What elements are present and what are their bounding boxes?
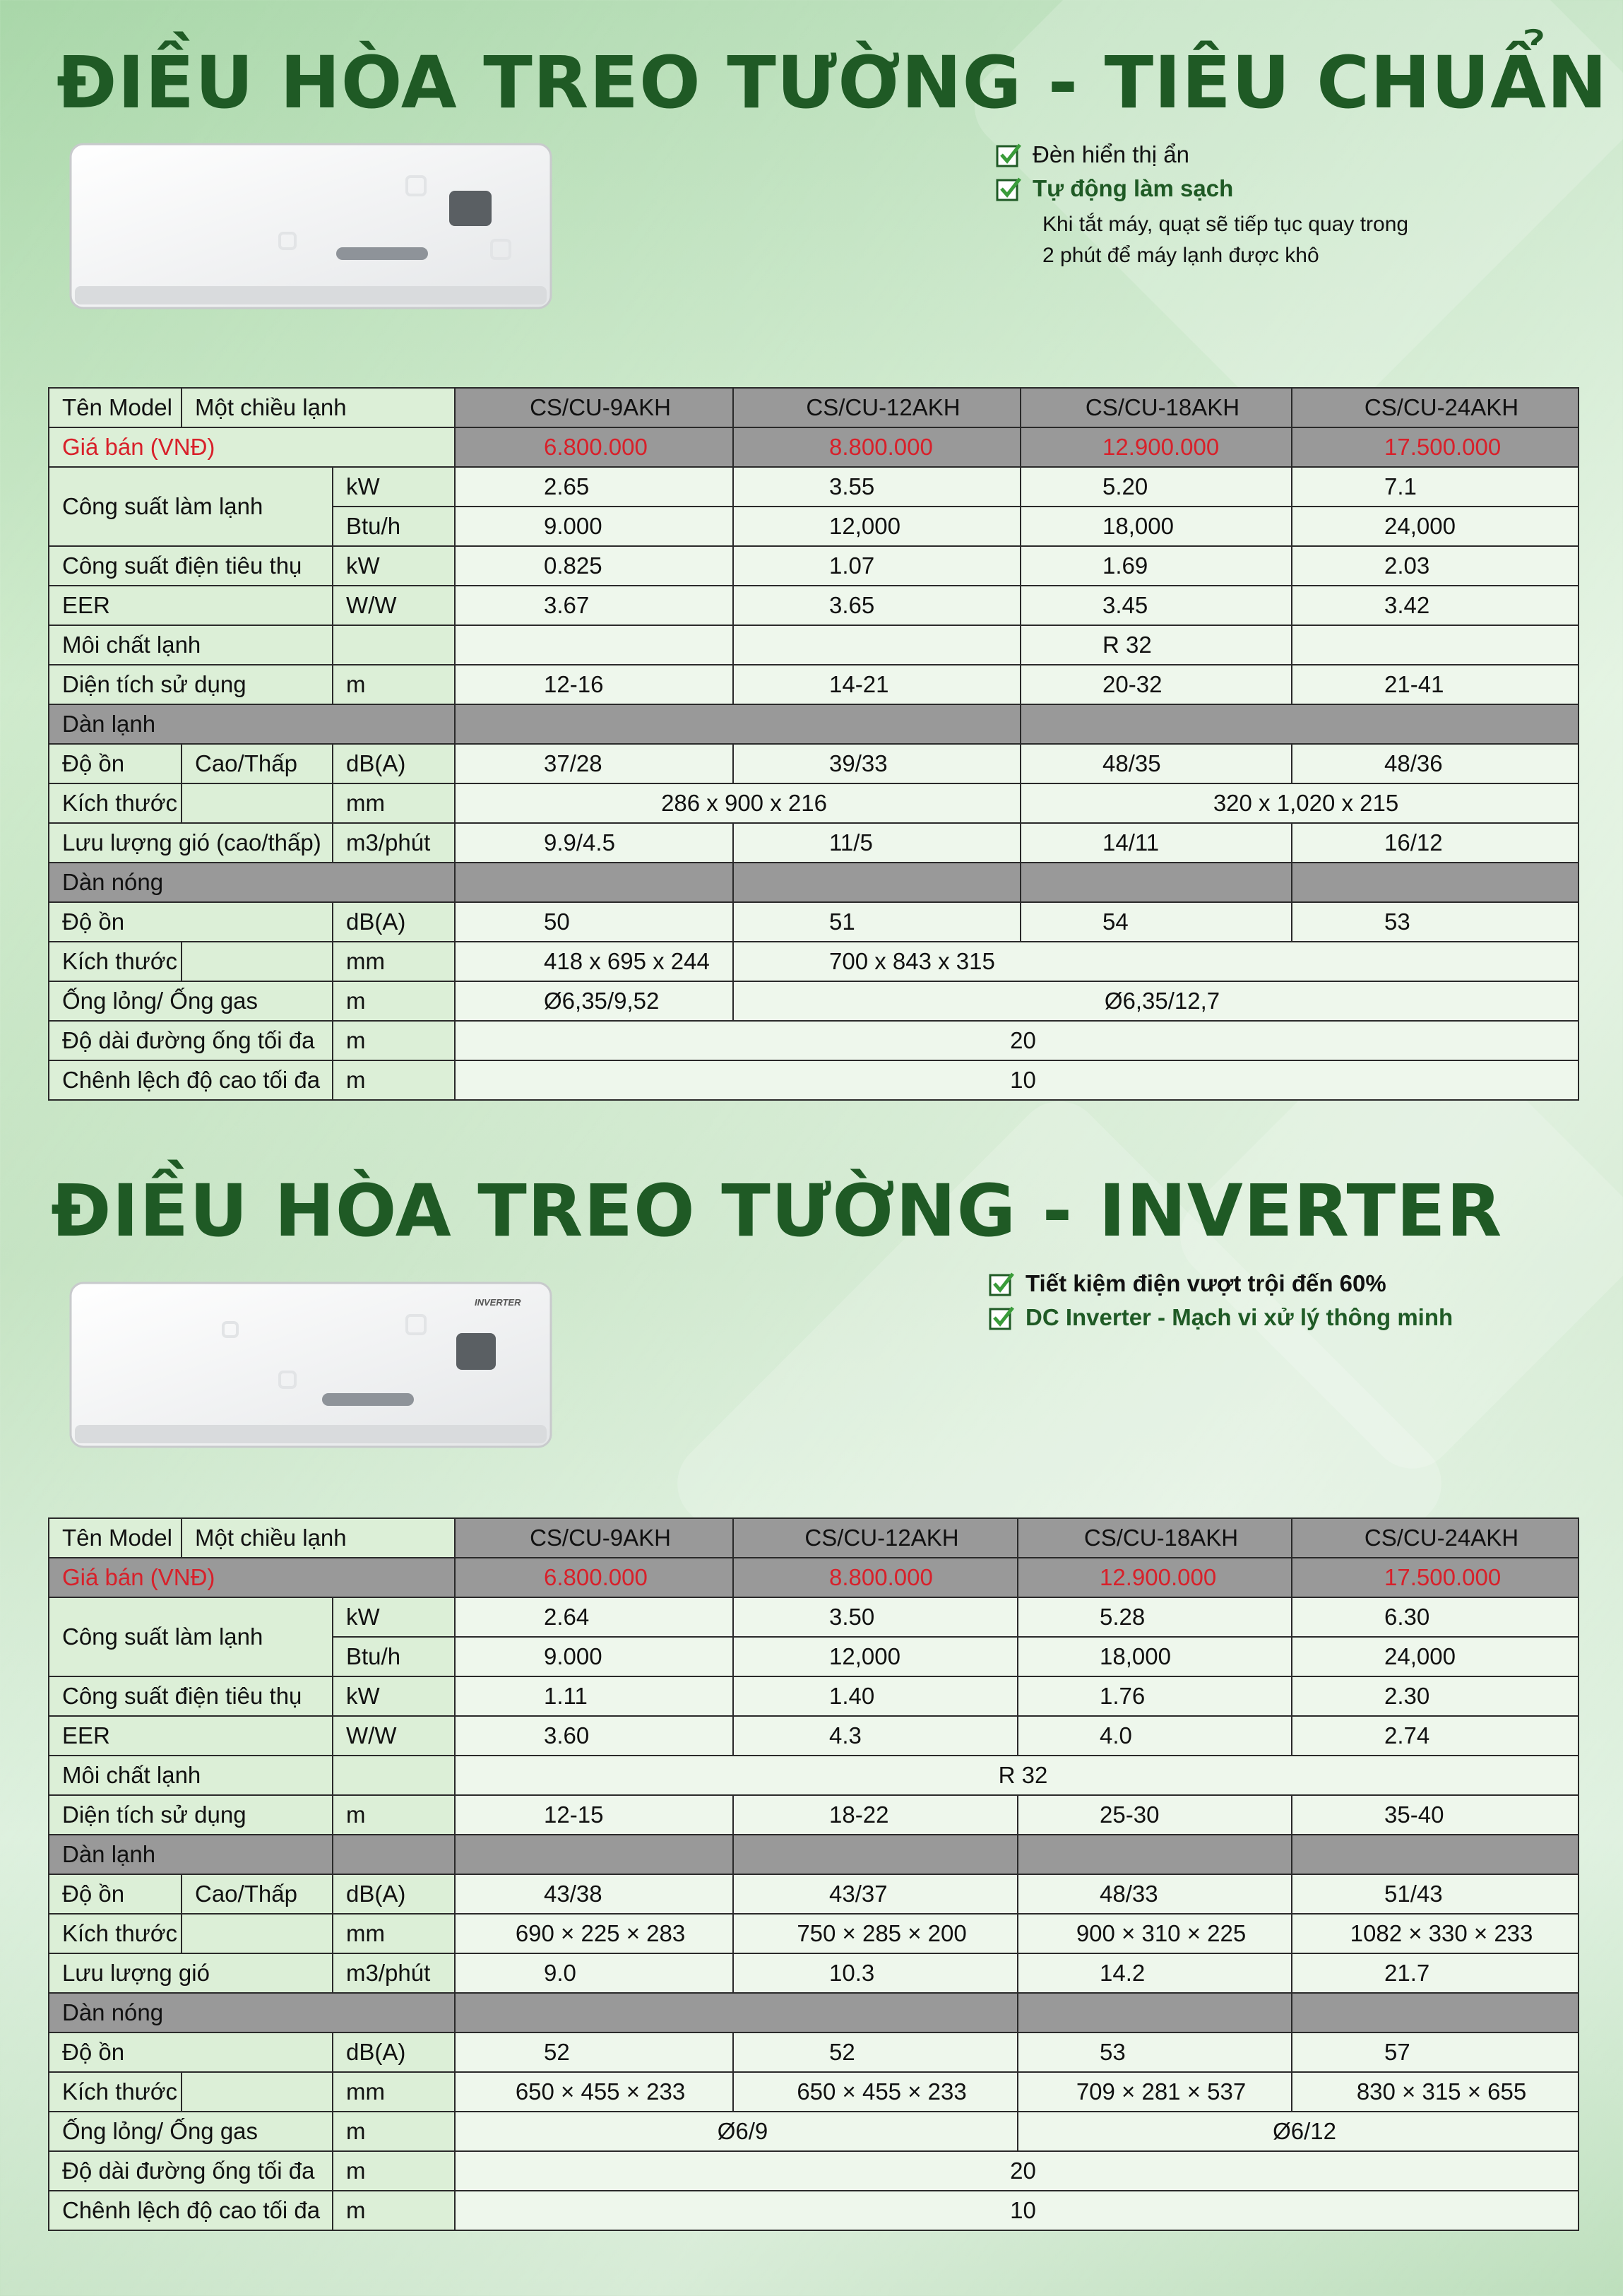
airflow-value: 10.3 <box>733 1953 1018 1993</box>
cooling-kw-value: 2.64 <box>455 1597 733 1637</box>
area-value: 14-21 <box>733 665 1021 704</box>
noise-label: Độ ồn <box>49 1874 182 1914</box>
unit-label: m <box>333 1795 455 1835</box>
eer-value: 3.45 <box>1021 586 1292 625</box>
cooling-btu-value: 18,000 <box>1018 1637 1292 1676</box>
eer-label: EER <box>49 586 333 625</box>
standard-title: ĐIỀU HÒA TREO TƯỜNG - TIÊU CHUẨN <box>57 41 1608 125</box>
unit-label: m <box>333 665 455 704</box>
mode-label: Một chiều lạnh <box>182 1518 455 1558</box>
area-value: 12-15 <box>455 1795 733 1835</box>
cooling-kw-value: 5.20 <box>1021 467 1292 507</box>
table-row-power <box>49 546 1579 586</box>
feature-item <box>996 175 1533 202</box>
airflow-value: 14.2 <box>1018 1953 1292 1993</box>
pipe-value: Ø6/12 <box>1018 2112 1579 2151</box>
unit-label: kW <box>333 546 455 586</box>
indoor-size-value: 750 × 285 × 200 <box>733 1914 1018 1953</box>
cooling-kw-value: 7.1 <box>1292 467 1579 507</box>
unit-label: m <box>333 2112 455 2151</box>
table-row-refrigerant <box>49 1756 1579 1795</box>
unit-label: kW <box>333 467 455 507</box>
empty-cell <box>1292 863 1579 902</box>
airflow-value: 16/12 <box>1292 823 1579 863</box>
airflow-value: 9.9/4.5 <box>455 823 733 863</box>
cooling-btu-value: 9.000 <box>455 1637 733 1676</box>
table-row-outdoor-size <box>49 942 1579 981</box>
empty-cell <box>455 1993 1018 2032</box>
feature-label: Đèn hiển thị ẩn <box>1033 141 1189 167</box>
unit-label: dB(A) <box>333 744 455 783</box>
power-value: 1.07 <box>733 546 1021 586</box>
model-name: CS/CU-12AKH <box>733 388 1021 427</box>
outdoor-noise-value: 52 <box>733 2032 1018 2072</box>
model-name: CS/CU-24AKH <box>1292 388 1579 427</box>
table-row-pipe <box>49 2112 1579 2151</box>
table-row-indoor-header <box>49 704 1579 744</box>
unit-label: kW <box>333 1676 455 1716</box>
empty-cell <box>733 1835 1018 1874</box>
empty-cell <box>182 783 333 823</box>
model-name: CS/CU-9AKH <box>455 1518 733 1558</box>
empty-cell <box>455 704 1021 744</box>
height-value: 10 <box>455 1060 1579 1100</box>
indoor-noise-value: 48/35 <box>1021 744 1292 783</box>
cooling-btu-value: 24,000 <box>1292 507 1579 546</box>
power-label: Công suất điện tiêu thụ <box>49 546 333 586</box>
outdoor-size-value: 650 × 455 × 233 <box>733 2072 1018 2112</box>
outdoor-size-value: 650 × 455 × 233 <box>455 2072 733 2112</box>
table-row-price <box>49 427 1579 467</box>
empty-cell <box>182 942 333 981</box>
table-row-indoor-size <box>49 1914 1579 1953</box>
outdoor-noise-value: 54 <box>1021 902 1292 942</box>
size-label: Kích thước <box>49 783 182 823</box>
eer-value: 3.65 <box>733 586 1021 625</box>
cooling-kw-value: 3.55 <box>733 467 1021 507</box>
inverter-badge: INVERTER <box>475 1297 521 1308</box>
price-value: 12.900.000 <box>1018 1558 1292 1597</box>
mode-label: Một chiều lạnh <box>182 388 455 427</box>
model-label: Tên Model <box>49 1518 182 1558</box>
outdoor-noise-value: 50 <box>455 902 733 942</box>
unit-label: mm <box>333 2072 455 2112</box>
feature-label: Tiết kiệm điện vượt trội đến 60% <box>1025 1270 1386 1296</box>
area-value: 25-30 <box>1018 1795 1292 1835</box>
unit-label: m <box>333 981 455 1021</box>
table-row-indoor-noise <box>49 744 1579 783</box>
empty-cell <box>1018 1993 1292 2032</box>
unit-label: kW <box>333 1597 455 1637</box>
table-row-eer <box>49 586 1579 625</box>
outdoor-noise-value: 52 <box>455 2032 733 2072</box>
feature-item <box>996 141 1533 168</box>
unit-label <box>333 1756 455 1795</box>
price-value: 8.800.000 <box>733 427 1021 467</box>
price-label: Giá bán (VNĐ) <box>49 1558 455 1597</box>
empty-cell <box>1021 863 1292 902</box>
length-label: Độ dài đường ống tối đa <box>49 2151 333 2191</box>
table-row-airflow <box>49 1953 1579 1993</box>
eer-value: 2.74 <box>1292 1716 1579 1756</box>
indoor-noise-value: 51/43 <box>1292 1874 1579 1914</box>
eer-value: 3.67 <box>455 586 733 625</box>
table-row-outdoor-header <box>49 863 1579 902</box>
size-label: Kích thước <box>49 1914 182 1953</box>
empty-cell <box>733 625 1021 665</box>
standard-features <box>996 141 1533 271</box>
empty-cell <box>182 1914 333 1953</box>
airflow-value: 14/11 <box>1021 823 1292 863</box>
pipe-label: Ống lỏng/ Ống gas <box>49 2112 333 2151</box>
power-value: 1.69 <box>1021 546 1292 586</box>
empty-cell <box>1292 1993 1579 2032</box>
table-row-length <box>49 1021 1579 1060</box>
table-row-cooling-kw <box>49 467 1579 507</box>
indoor-noise-value: 37/28 <box>455 744 733 783</box>
outdoor-noise-value: 57 <box>1292 2032 1579 2072</box>
outdoor-size-value: 700 x 843 x 315 <box>733 942 1579 981</box>
outdoor-noise-value: 53 <box>1018 2032 1292 2072</box>
noise-label: Độ ồn <box>49 744 182 783</box>
noise-label: Độ ồn <box>49 902 333 942</box>
size-label: Kích thước <box>49 2072 182 2112</box>
eer-value: 3.42 <box>1292 586 1579 625</box>
area-value: 21-41 <box>1292 665 1579 704</box>
table-row-outdoor-header <box>49 1993 1579 2032</box>
checkbox-icon <box>989 1305 1014 1330</box>
model-name: CS/CU-18AKH <box>1021 388 1292 427</box>
feature-description-line: Khi tắt máy, quạt sẽ tiếp tục quay trong <box>1042 213 1409 236</box>
price-value: 6.800.000 <box>455 1558 733 1597</box>
indoor-size-value: 900 × 310 × 225 <box>1018 1914 1292 1953</box>
power-value: 1.40 <box>733 1676 1018 1716</box>
standard-spec-table <box>48 387 1579 1101</box>
table-row-indoor-header <box>49 1835 1579 1874</box>
table-row-cooling-kw <box>49 1597 1579 1637</box>
indoor-unit-label: Dàn lạnh <box>49 704 455 744</box>
price-value: 17.500.000 <box>1292 427 1579 467</box>
unit-label: m <box>333 1021 455 1060</box>
empty-cell <box>182 2072 333 2112</box>
noise-sub-label: Cao/Thấp <box>182 744 333 783</box>
unit-label: Btu/h <box>333 1637 455 1676</box>
outdoor-noise-value: 51 <box>733 902 1021 942</box>
price-value: 8.800.000 <box>733 1558 1018 1597</box>
unit-label: mm <box>333 783 455 823</box>
model-name: CS/CU-12AKH <box>733 1518 1018 1558</box>
eer-value: 3.60 <box>455 1716 733 1756</box>
indoor-size-value: 320 x 1,020 x 215 <box>1021 783 1579 823</box>
empty-cell <box>1292 1835 1579 1874</box>
empty-cell <box>1021 704 1579 744</box>
indoor-size-value: 1082 × 330 × 233 <box>1292 1914 1579 1953</box>
table-row-model <box>49 1518 1579 1558</box>
cooling-btu-value: 12,000 <box>733 507 1021 546</box>
noise-sub-label: Cao/Thấp <box>182 1874 333 1914</box>
pipe-value: Ø6,35/12,7 <box>733 981 1579 1021</box>
pipe-value: Ø6/9 <box>455 2112 1018 2151</box>
air-conditioner-image <box>68 141 555 314</box>
feature-item <box>989 1304 1526 1331</box>
area-value: 12-16 <box>455 665 733 704</box>
cooling-kw-value: 2.65 <box>455 467 733 507</box>
indoor-noise-value: 43/37 <box>733 1874 1018 1914</box>
power-label: Công suất điện tiêu thụ <box>49 1676 333 1716</box>
size-label: Kích thước <box>49 942 182 981</box>
empty-cell <box>333 1835 455 1874</box>
table-row-model <box>49 388 1579 427</box>
price-value: 12.900.000 <box>1021 427 1292 467</box>
height-label: Chênh lệch độ cao tối đa <box>49 1060 333 1100</box>
cooling-label: Công suất làm lạnh <box>49 1597 333 1676</box>
refrigerant-label: Môi chất lạnh <box>49 625 333 665</box>
unit-label: dB(A) <box>333 2032 455 2072</box>
pipe-value: Ø6,35/9,52 <box>455 981 733 1021</box>
indoor-noise-value: 43/38 <box>455 1874 733 1914</box>
height-value: 10 <box>455 2191 1579 2230</box>
unit-label: dB(A) <box>333 1874 455 1914</box>
table-row-indoor-size <box>49 783 1579 823</box>
unit-label <box>333 625 455 665</box>
model-label: Tên Model <box>49 388 182 427</box>
power-value: 0.825 <box>455 546 733 586</box>
refrigerant-label: Môi chất lạnh <box>49 1756 333 1795</box>
outdoor-unit-label: Dàn nóng <box>49 1993 455 2032</box>
pipe-label: Ống lỏng/ Ống gas <box>49 981 333 1021</box>
airflow-value: 11/5 <box>733 823 1021 863</box>
unit-label: Btu/h <box>333 507 455 546</box>
table-row-pipe <box>49 981 1579 1021</box>
feature-label: DC Inverter - Mạch vi xử lý thông minh <box>1025 1304 1453 1330</box>
feature-label: Tự động làm sạch <box>1033 175 1234 201</box>
area-value: 18-22 <box>733 1795 1018 1835</box>
checkbox-icon <box>996 176 1021 201</box>
empty-cell <box>1018 1835 1292 1874</box>
empty-cell <box>733 863 1021 902</box>
outdoor-size-value: 830 × 315 × 655 <box>1292 2072 1579 2112</box>
noise-label: Độ ồn <box>49 2032 333 2072</box>
cooling-kw-value: 6.30 <box>1292 1597 1579 1637</box>
table-row-indoor-noise <box>49 1874 1579 1914</box>
feature-item <box>989 1270 1526 1297</box>
power-value: 2.03 <box>1292 546 1579 586</box>
height-label: Chênh lệch độ cao tối đa <box>49 2191 333 2230</box>
table-row-airflow <box>49 823 1579 863</box>
cooling-kw-value: 5.28 <box>1018 1597 1292 1637</box>
unit-label: m <box>333 2191 455 2230</box>
indoor-size-value: 690 × 225 × 283 <box>455 1914 733 1953</box>
unit-label: m3/phút <box>333 823 455 863</box>
table-row-eer <box>49 1716 1579 1756</box>
table-row-height <box>49 2191 1579 2230</box>
cooling-btu-value: 9.000 <box>455 507 733 546</box>
power-value: 1.11 <box>455 1676 733 1716</box>
unit-label: mm <box>333 942 455 981</box>
table-row-area <box>49 1795 1579 1835</box>
airflow-label: Lưu lượng gió <box>49 1953 333 1993</box>
unit-label: dB(A) <box>333 902 455 942</box>
empty-cell <box>1292 625 1579 665</box>
unit-label: m <box>333 2151 455 2191</box>
outdoor-unit-label: Dàn nóng <box>49 863 455 902</box>
table-row-area <box>49 665 1579 704</box>
indoor-noise-value: 48/36 <box>1292 744 1579 783</box>
checkbox-icon <box>989 1271 1014 1296</box>
inverter-title: ĐIỀU HÒA TREO TƯỜNG - INVERTER <box>51 1169 1503 1253</box>
indoor-noise-value: 48/33 <box>1018 1874 1292 1914</box>
empty-cell <box>455 863 733 902</box>
cooling-btu-value: 12,000 <box>733 1637 1018 1676</box>
unit-label: m <box>333 1060 455 1100</box>
price-value: 17.500.000 <box>1292 1558 1579 1597</box>
table-row-outdoor-noise <box>49 902 1579 942</box>
cooling-label: Công suất làm lạnh <box>49 467 333 546</box>
unit-label: W/W <box>333 1716 455 1756</box>
feature-description-line: 2 phút để máy lạnh được khô <box>1042 244 1319 267</box>
table-row-height <box>49 1060 1579 1100</box>
power-value: 1.76 <box>1018 1676 1292 1716</box>
area-label: Diện tích sử dụng <box>49 665 333 704</box>
outdoor-noise-value: 53 <box>1292 902 1579 942</box>
table-row-power <box>49 1676 1579 1716</box>
eer-value: 4.0 <box>1018 1716 1292 1756</box>
outdoor-size-value: 418 x 695 x 244 <box>455 942 733 981</box>
airflow-value: 21.7 <box>1292 1953 1579 1993</box>
unit-label: mm <box>333 1914 455 1953</box>
length-label: Độ dài đường ống tối đa <box>49 1021 333 1060</box>
length-value: 20 <box>455 1021 1579 1060</box>
empty-cell <box>455 1835 733 1874</box>
cooling-kw-value: 3.50 <box>733 1597 1018 1637</box>
indoor-size-value: 286 x 900 x 216 <box>455 783 1021 823</box>
model-name: CS/CU-18AKH <box>1018 1518 1292 1558</box>
indoor-noise-value: 39/33 <box>733 744 1021 783</box>
table-row-outdoor-size <box>49 2072 1579 2112</box>
table-row-outdoor-noise <box>49 2032 1579 2072</box>
eer-value: 4.3 <box>733 1716 1018 1756</box>
table-row-price <box>49 1558 1579 1597</box>
power-value: 2.30 <box>1292 1676 1579 1716</box>
length-value: 20 <box>455 2151 1579 2191</box>
airflow-label: Lưu lượng gió (cao/thấp) <box>49 823 333 863</box>
checkbox-icon <box>996 142 1021 167</box>
model-name: CS/CU-24AKH <box>1292 1518 1579 1558</box>
table-row-refrigerant <box>49 625 1579 665</box>
indoor-unit-label: Dàn lạnh <box>49 1835 333 1874</box>
outdoor-size-value: 709 × 281 × 537 <box>1018 2072 1292 2112</box>
table-row-length <box>49 2151 1579 2191</box>
refrigerant-value: R 32 <box>1021 625 1292 665</box>
refrigerant-value: R 32 <box>455 1756 1579 1795</box>
price-label: Giá bán (VNĐ) <box>49 427 455 467</box>
empty-cell <box>455 625 733 665</box>
eer-label: EER <box>49 1716 333 1756</box>
model-name: CS/CU-9AKH <box>455 388 733 427</box>
airflow-value: 9.0 <box>455 1953 733 1993</box>
area-value: 35-40 <box>1292 1795 1579 1835</box>
unit-label: m3/phút <box>333 1953 455 1993</box>
inverter-features <box>989 1270 1526 1338</box>
area-label: Diện tích sử dụng <box>49 1795 333 1835</box>
area-value: 20-32 <box>1021 665 1292 704</box>
inverter-spec-table <box>48 1517 1579 2231</box>
unit-label: W/W <box>333 586 455 625</box>
price-value: 6.800.000 <box>455 427 733 467</box>
cooling-btu-value: 24,000 <box>1292 1637 1579 1676</box>
cooling-btu-value: 18,000 <box>1021 507 1292 546</box>
